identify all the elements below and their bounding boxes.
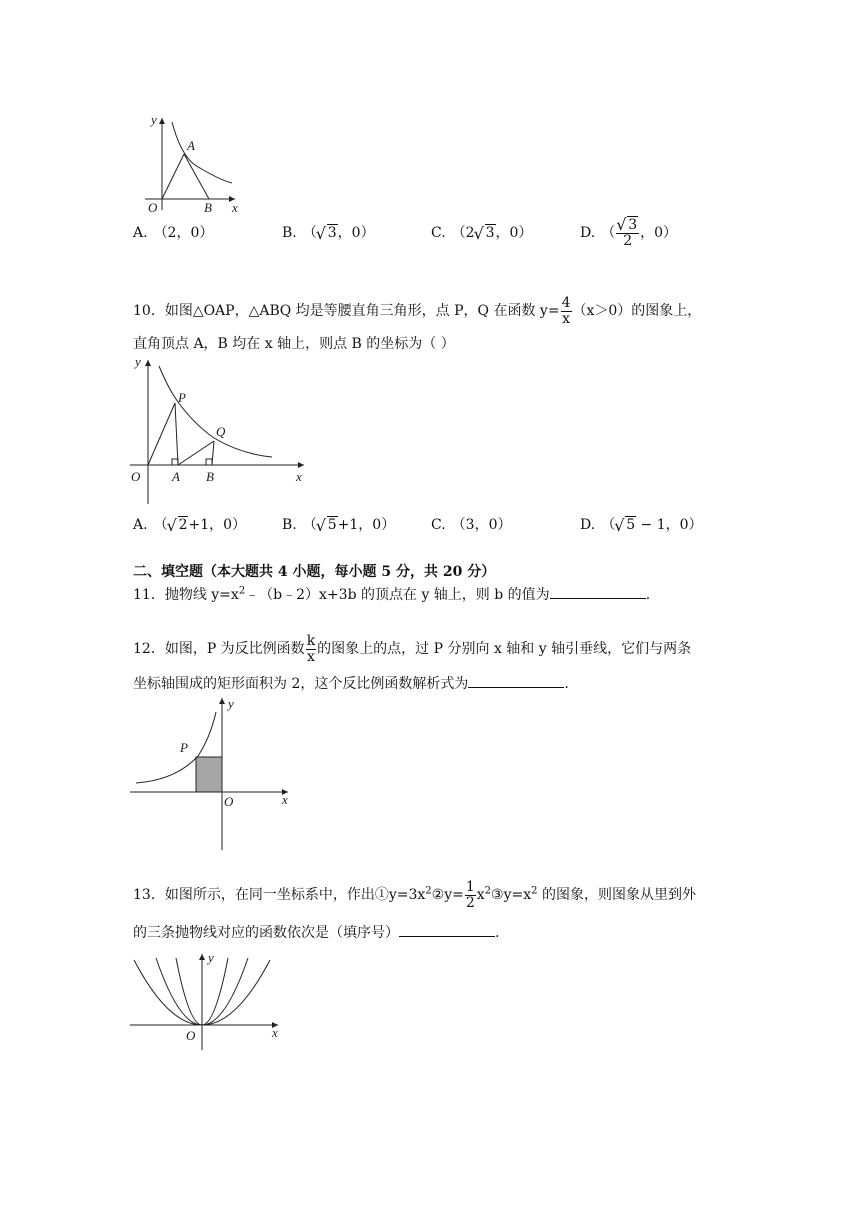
sqrt-symbol: √ 3 xyxy=(317,225,338,241)
x-axis-label: x xyxy=(296,469,302,484)
x-axis-label: x xyxy=(232,200,238,215)
answer-blank[interactable] xyxy=(399,936,495,937)
y-axis-label: y xyxy=(135,354,141,369)
origin-label: O xyxy=(131,469,141,484)
point-a-label: A xyxy=(172,469,180,484)
q12-figure xyxy=(126,692,306,852)
q13-figure xyxy=(126,950,286,1054)
option-letter: D. xyxy=(580,517,596,533)
option-value: （2，0） xyxy=(153,225,214,241)
origin-label: O xyxy=(224,794,234,809)
option-letter: B. xyxy=(282,225,297,241)
sqrt-symbol: √ 3 xyxy=(617,218,638,233)
sqrt-symbol: √ 3 xyxy=(475,225,496,241)
q12-stem-line2: 坐标轴围成的矩形面积为 2，这个反比例函数解析式为 . xyxy=(133,676,569,692)
point-b-label: B xyxy=(204,200,212,215)
answer-blank[interactable] xyxy=(550,598,646,599)
fraction: $\frac{1}{2}$ xyxy=(465,879,475,911)
point-a-label: A xyxy=(187,138,195,153)
q9-option-d: D. （ √ $\frac{3}{2}$ ，0） xyxy=(580,218,677,248)
fraction: $\frac{k}{x}$ xyxy=(306,633,316,665)
y-axis-label: y xyxy=(228,696,234,711)
sqrt-symbol: √ 5 xyxy=(615,517,636,533)
option-value: （3，0） xyxy=(451,517,512,533)
q10-option-b: B. （√ 5+1，0） xyxy=(282,514,395,534)
x-axis-label: x xyxy=(272,1025,278,1040)
option-letter: B. xyxy=(282,517,297,533)
point-b-label: B xyxy=(206,469,214,484)
origin-label: O xyxy=(148,200,158,215)
q12-stem-line1: 12．如图，P 为反比例函数 $\frac{k}{x}$ 的图象上的点，过 P 分别向 x 轴和 y 轴引垂线，它们与两条 xyxy=(133,633,692,665)
y-axis-label: y xyxy=(208,950,214,965)
q9-option-b: B. （√ 3，0） xyxy=(282,222,375,242)
q10-option-a: A. （√ 2+1，0） xyxy=(133,514,246,534)
origin-label: O xyxy=(186,1028,196,1043)
sqrt-symbol: √ 5 xyxy=(317,517,338,533)
point-q-label: Q xyxy=(216,424,226,439)
x-axis-label: x xyxy=(282,792,288,807)
q10-option-c xyxy=(431,514,512,534)
q10-option-d: D. （√ 5 − 1，0） xyxy=(580,514,703,534)
fraction: √ $\frac{3}{2}$ xyxy=(616,218,639,248)
q9-figure xyxy=(140,110,250,220)
answer-blank[interactable] xyxy=(468,687,564,688)
sqrt-symbol: √ 2 xyxy=(168,517,189,533)
option-letter: C. xyxy=(431,225,446,241)
fraction: $\frac{4}{x}$ xyxy=(561,295,571,327)
q13-stem-line1: 13．如图所示，在同一坐标系中，作出$①y=3x^2②y=$ $\frac{1}{2}$ $x^2③y=x^2$ 的图象，则图象从里到外 xyxy=(133,879,696,911)
q9-option-c: C. （2√ 3，0） xyxy=(431,222,532,242)
option-letter: D. xyxy=(580,225,596,242)
q10-stem-line1: 10．如图△OAP，△ABQ 均是等腰直角三角形，点 P，Q 在函数 y= $\frac{4}{x}$ （x＞0）的图象上， xyxy=(133,295,702,327)
q10-figure xyxy=(126,352,316,512)
y-axis-label: y xyxy=(151,112,157,127)
point-p-label: P xyxy=(180,740,188,755)
q10-stem-line2: 直角顶点 A，B 均在 x 轴上，则点 B 的坐标为（ ） xyxy=(133,336,455,352)
point-p-label: P xyxy=(178,390,186,405)
option-letter: A. xyxy=(133,225,148,241)
option-letter: A. xyxy=(133,517,148,533)
section-heading: 二、填空题（本大题共 4 小题，每小题 5 分，共 20 分） xyxy=(133,564,496,580)
q9-option-a xyxy=(133,222,213,242)
option-letter: C. xyxy=(431,517,446,533)
q11-stem: 11．抛物线 $y=x^2﹣(b﹣2)x+3b$ 的顶点在 y 轴上，则 b 的值为 . xyxy=(133,585,651,603)
q13-stem-line2: 的三条抛物线对应的函数依次是（填序号） . xyxy=(133,925,500,941)
